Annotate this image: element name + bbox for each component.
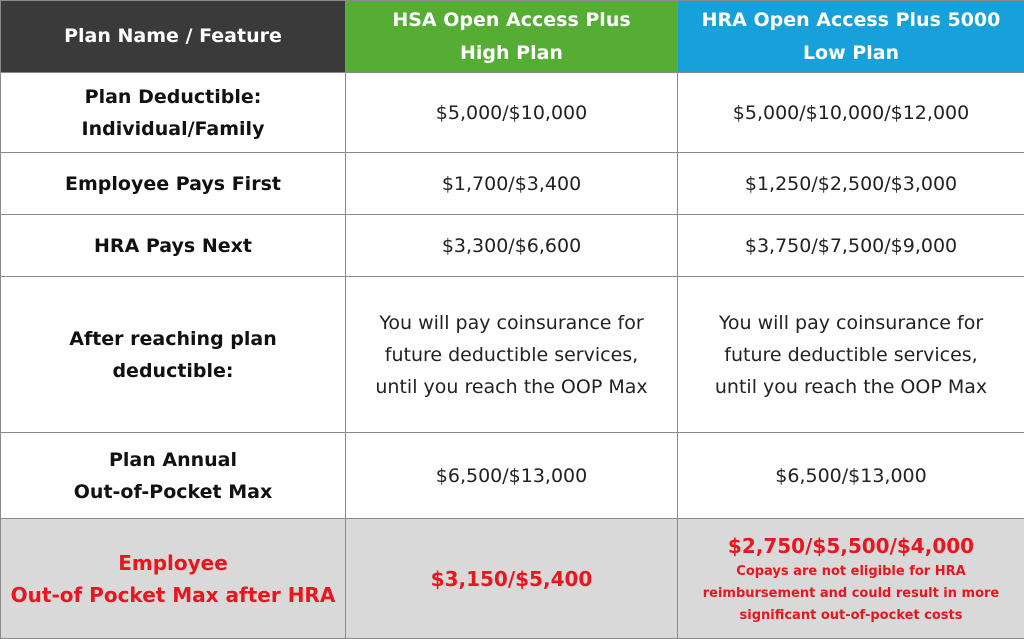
after-deductible-hsa-line3: until you reach the OOP Max (352, 371, 671, 403)
employee-oop-hra-value: $2,750/$5,500/$4,000 (684, 531, 1018, 561)
deductible-label-line2: Individual/Family (7, 113, 339, 145)
header-plan-hsa-line1: HSA Open Access Plus (352, 4, 671, 37)
row-oop-max (1, 433, 1024, 519)
after-deductible-hsa-line2: future deductible services, (352, 339, 671, 371)
after-deductible-hra-line3: until you reach the OOP Max (684, 371, 1018, 403)
after-deductible-label-line1: After reaching plan (7, 323, 339, 355)
after-deductible-label-line2: deductible: (7, 355, 339, 387)
employee-oop-hra-note-line3: significant out-of-pocket costs (684, 605, 1018, 627)
employee-oop-hra-note-line1: Copays are not eligible for HRA (684, 561, 1018, 583)
employee-pays-label: Employee Pays First (1, 153, 346, 215)
after-deductible-hra-line1: You will pay coinsurance for (684, 307, 1018, 339)
employee-oop-label-line1: Employee (7, 547, 339, 579)
after-deductible-hra-line2: future deductible services, (684, 339, 1018, 371)
hra-pays-label: HRA Pays Next (1, 215, 346, 277)
employee-pays-hra: $1,250/$2,500/$3,000 (678, 153, 1024, 215)
oop-max-label (1, 433, 346, 519)
after-deductible-label (1, 277, 346, 433)
header-row (1, 1, 1024, 73)
oop-max-hra: $6,500/$13,000 (678, 433, 1024, 519)
row-deductible (1, 73, 1024, 153)
hra-pays-hsa: $3,300/$6,600 (346, 215, 678, 277)
deductible-hra: $5,000/$10,000/$12,000 (678, 73, 1024, 153)
header-plan-hsa (346, 1, 678, 73)
header-feature: Plan Name / Feature (1, 1, 346, 73)
header-plan-hra (678, 1, 1024, 73)
oop-max-label-line1: Plan Annual (7, 444, 339, 476)
header-plan-hra-line2: Low Plan (684, 37, 1018, 70)
row-employee-pays-first (1, 153, 1024, 215)
employee-oop-label (1, 519, 346, 639)
row-after-deductible (1, 277, 1024, 433)
employee-pays-hsa: $1,700/$3,400 (346, 153, 678, 215)
employee-oop-label-line2: Out-of Pocket Max after HRA (7, 579, 339, 611)
row-hra-pays-next (1, 215, 1024, 277)
deductible-hsa: $5,000/$10,000 (346, 73, 678, 153)
oop-max-label-line2: Out-of-Pocket Max (7, 476, 339, 508)
row-employee-oop-after-hra (1, 519, 1024, 639)
after-deductible-hsa-line1: You will pay coinsurance for (352, 307, 671, 339)
deductible-label-line1: Plan Deductible: (7, 81, 339, 113)
employee-oop-hra (678, 519, 1024, 639)
header-plan-hra-line1: HRA Open Access Plus 5000 (684, 4, 1018, 37)
header-plan-hsa-line2: High Plan (352, 37, 671, 70)
deductible-label (1, 73, 346, 153)
hra-pays-hra: $3,750/$7,500/$9,000 (678, 215, 1024, 277)
employee-oop-hra-note-line2: reimbursement and could result in more (684, 583, 1018, 605)
after-deductible-hra (678, 277, 1024, 433)
employee-oop-hsa: $3,150/$5,400 (346, 519, 678, 639)
after-deductible-hsa (346, 277, 678, 433)
oop-max-hsa: $6,500/$13,000 (346, 433, 678, 519)
